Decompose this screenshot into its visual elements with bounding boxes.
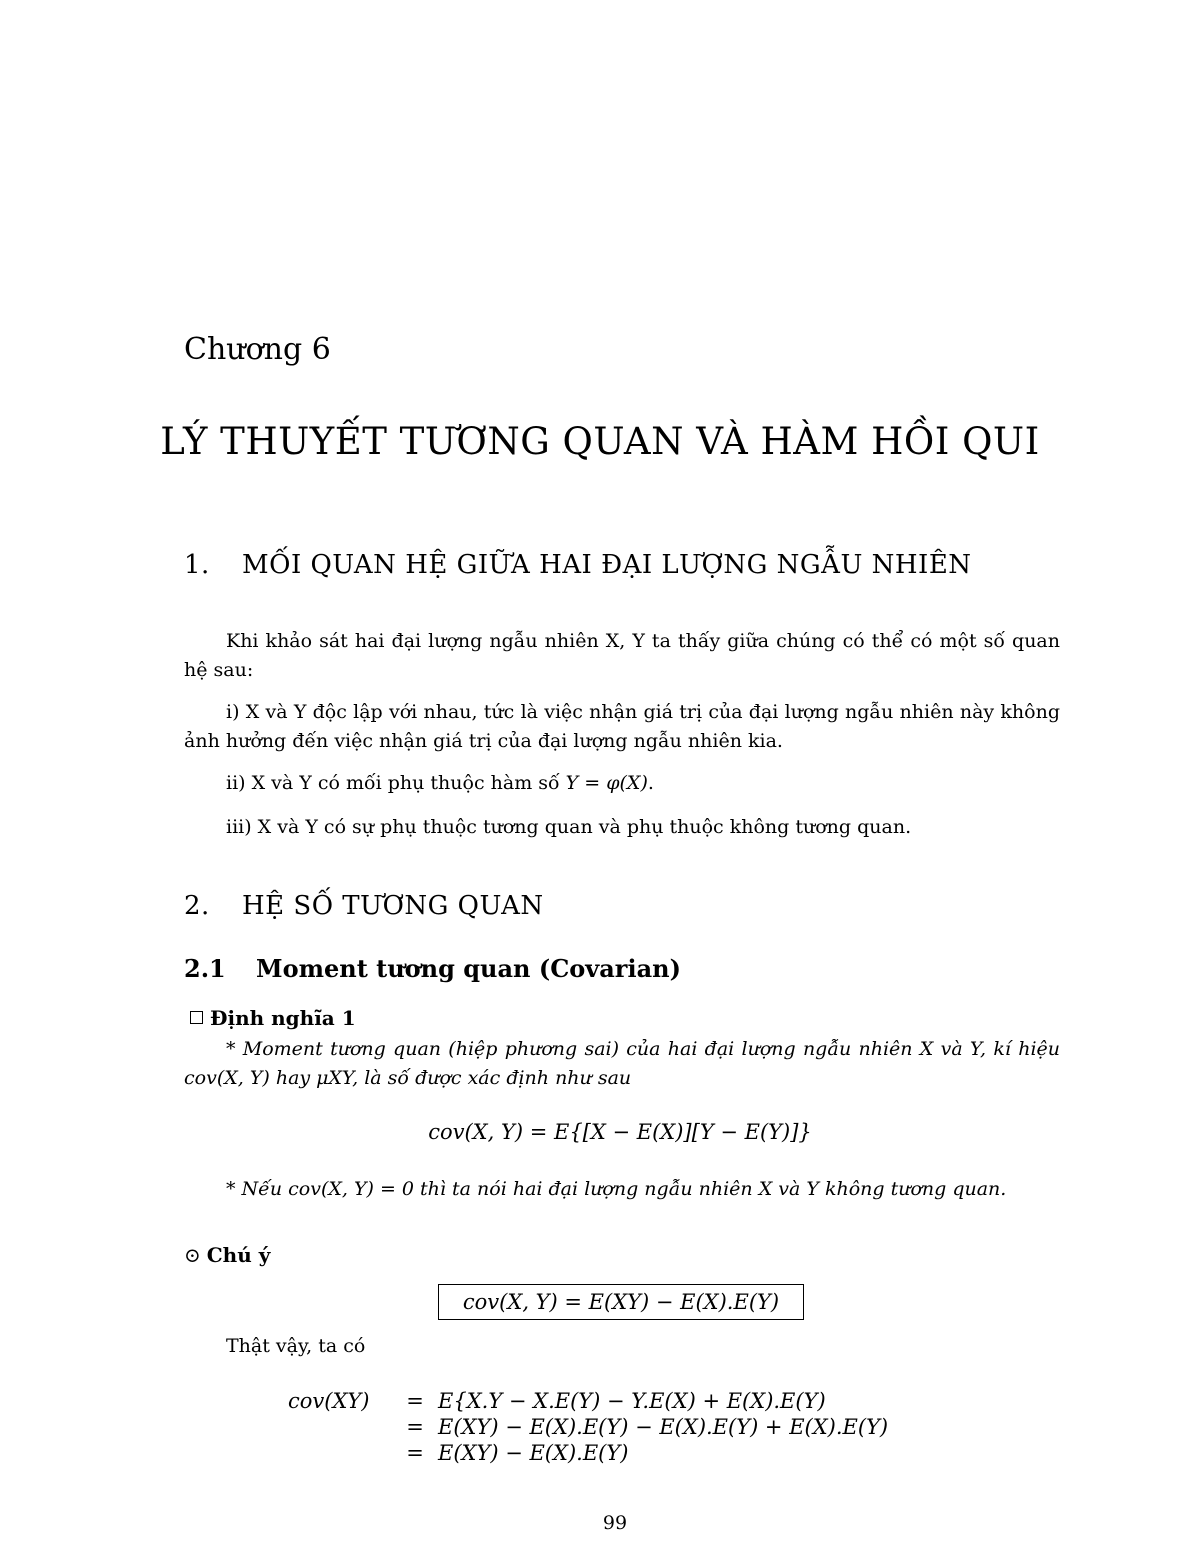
square-bullet-icon [190,1011,203,1024]
page-number: 99 [602,1512,628,1534]
item-ii [226,772,654,794]
proof-intro: Thật vậy, ta có [226,1335,366,1357]
item-iii: iii) X và Y có sự phụ thuộc tương quan và phụ thuộc không tương quan. [226,816,912,838]
definition-heading-text: Định nghĩa 1 [210,1006,356,1030]
uncorrelated-note: * Nếu cov(X, Y) = 0 thì ta nói hai đại lượng ngẫu nhiên X và Y không tương quan. [226,1178,1007,1200]
derivation-row [288,1414,888,1440]
derivation-row [288,1388,888,1414]
covariance-formula: cov(X, Y) = E{[X − E(X)][Y − E(Y)]} [428,1120,812,1144]
section-1-intro: Khi khảo sát hai đại lượng ngẫu nhiên X, Y ta thấy giữa chúng có thể có một số quan hệ sau: [184,630,1060,681]
section-1-heading [184,550,972,580]
derivation-equals: = [406,1441,424,1465]
derivation-equals: = [406,1389,424,1413]
derivation-equals: = [406,1415,424,1439]
subsection-2-1-title: Moment tương quan (Covarian) [256,954,681,983]
section-2-heading [184,891,544,921]
subsection-2-1-number: 2.1 [184,954,226,983]
item-ii-end: . [647,772,654,794]
remark-heading-text: Chú ý [206,1243,271,1267]
derivation-lhs: cov(XY) [288,1389,370,1413]
circled-dot-icon: ⊙ [184,1243,201,1267]
item-ii-formula: Y = φ(X) [565,772,648,794]
derivation-line: E(XY) − E(X).E(Y) − E(X).E(Y) + E(X).E(Y) [438,1415,889,1439]
item-i: i) X và Y độc lập với nhau, tức là việc nhận giá trị của đại lượng ngẫu nhiên này không ảnh hưởng đến việc nhận giá trị của đại lượng ngẫu nhiên kia. [184,701,1060,752]
item-ii-text: ii) X và Y có mối phụ thuộc hàm số [226,772,566,794]
section-1-title: MỐI QUAN HỆ GIỮA HAI ĐẠI LƯỢNG NGẪU NHIÊN [242,550,972,580]
subsection-2-1-heading [184,954,681,983]
derivation-line: E{X.Y − X.E(Y) − Y.E(X) + E(X).E(Y) [438,1389,826,1413]
definition-heading [190,1006,356,1030]
section-2-number: 2. [184,891,210,921]
section-1-number: 1. [184,550,210,580]
section-2-title: HỆ SỐ TƯƠNG QUAN [242,891,544,921]
chapter-label: Chương 6 [184,332,331,367]
derivation-line: E(XY) − E(X).E(Y) [438,1441,629,1465]
remark-heading [184,1243,270,1267]
derivation-row [288,1440,888,1466]
derivation-table [288,1388,888,1466]
definition-text: * Moment tương quan (hiệp phương sai) của hai đại lượng ngẫu nhiên X và Y, kí hiệu cov(X, Y) hay μXY, là số được xác định như sau [184,1038,1060,1089]
boxed-formula: cov(X, Y) = E(XY) − E(X).E(Y) [438,1284,804,1320]
chapter-title: LÝ THUYẾT TƯƠNG QUAN VÀ HÀM HỒI QUI [160,420,1040,463]
